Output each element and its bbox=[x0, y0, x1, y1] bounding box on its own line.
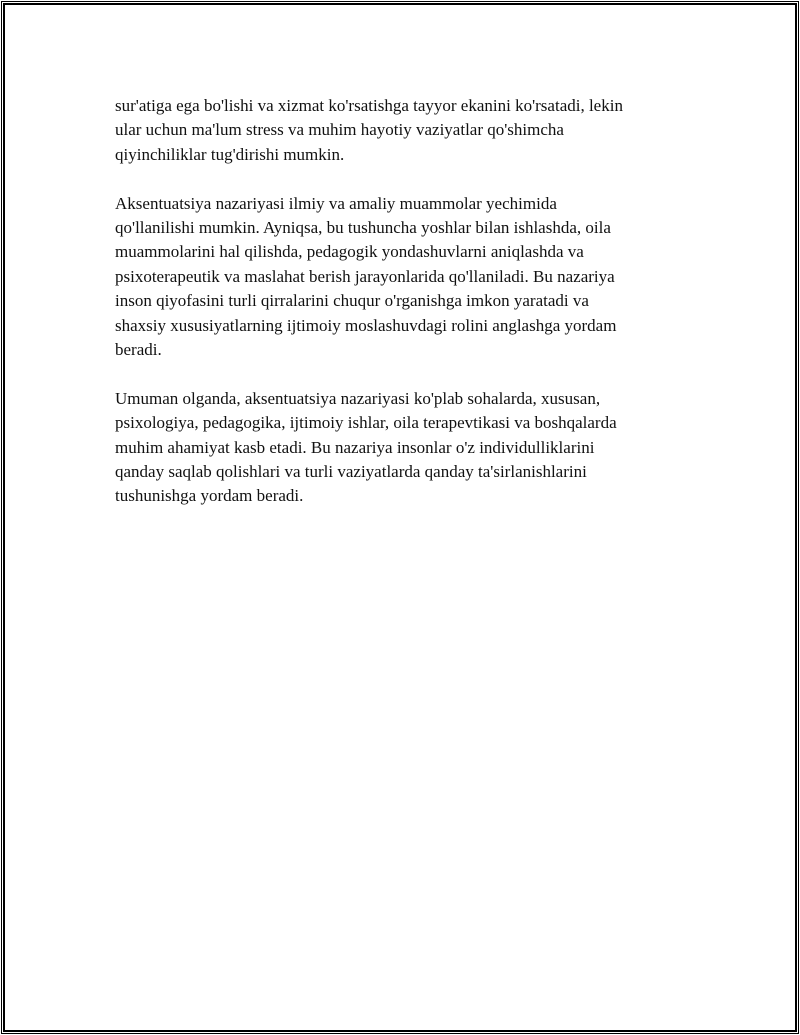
text-line: tushunishga yordam beradi. bbox=[115, 486, 304, 506]
paragraph-1 bbox=[115, 94, 675, 167]
text-line: psixoterapeutik va maslahat berish jarayonlarida qo'llaniladi. Bu nazariya bbox=[115, 266, 615, 286]
text-line: sur'atiga ega bo'lishi va xizmat ko'rsatishga tayyor ekanini ko'rsatadi, lekin bbox=[115, 96, 623, 115]
text-line: beradi. bbox=[115, 340, 162, 360]
text-line: ular uchun ma'lum stress va muhim hayotiy vaziyatlar qo'shimcha bbox=[115, 120, 564, 140]
paragraph-3 bbox=[115, 387, 675, 509]
paragraph-2 bbox=[115, 192, 675, 363]
text-line: Umuman olganda, aksentuatsiya nazariyasi ko'plab sohalarda, xususan, bbox=[115, 388, 601, 408]
text-line: inson qiyofasini turli qirralarini chuqur o'rganishga imkon yaratadi va bbox=[115, 291, 589, 311]
text-line: qo'llanilishi mumkin. Ayniqsa, bu tushuncha yoshlar bilan ishlashda, oila bbox=[115, 218, 611, 238]
text-line: psixologiya, pedagogika, ijtimoiy ishlar, oila terapevtikasi va boshqalarda bbox=[115, 413, 617, 433]
text-line: shaxsiy xususiyatlarning ijtimoiy moslashuvdagi rolini anglashga yordam bbox=[115, 315, 617, 335]
text-line: Aksentuatsiya nazariyasi ilmiy va amaliy muammolar yechimida bbox=[115, 193, 557, 213]
text-line: qiyinchiliklar tug'dirishi mumkin. bbox=[115, 144, 345, 164]
text-line: muammolarini hal qilishda, pedagogik yondashuvlarni aniqlashda va bbox=[115, 242, 584, 262]
document-body bbox=[115, 94, 675, 533]
text-line: qanday saqlab qolishlari va turli vaziyatlarda qanday ta'sirlanishlarini bbox=[115, 462, 587, 482]
text-line: muhim ahamiyat kasb etadi. Bu nazariya insonlar o'z individulliklarini bbox=[115, 437, 595, 457]
